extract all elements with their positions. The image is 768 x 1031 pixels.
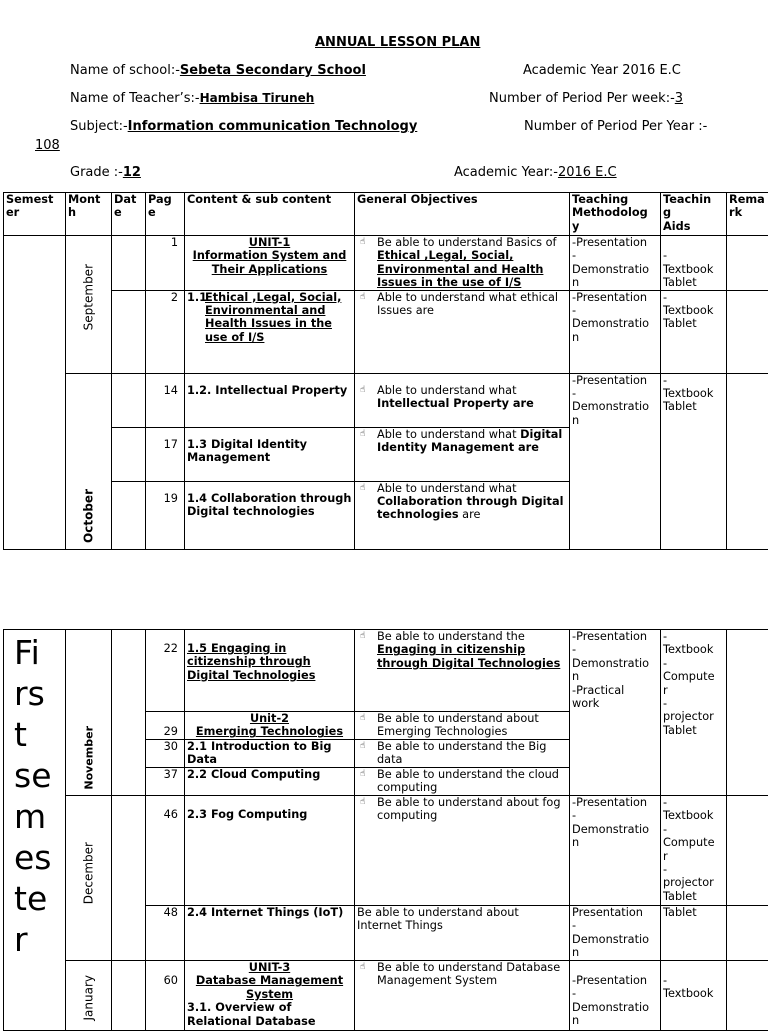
methodology-cell: -Presentation - Demonstratio n [570,373,661,549]
semester-cell: Fi rs t se m es te r [4,630,66,1031]
teacher-line [70,91,314,106]
page-number: 48 [146,906,185,961]
pointing-hand-icon: ☝ [360,712,365,725]
page-number: 46 [146,796,185,906]
objective-cell: Be able to understand about Internet Things [355,906,570,961]
pointing-hand-icon: ☝ [360,236,365,249]
month-cell [66,630,112,796]
academic-year-line [454,165,617,180]
methodology-cell: -Presentation - Demonstratio n -Practical work [570,630,661,796]
period-year-label: Number of Period Per Year :- [524,119,707,134]
content-cell: UNIT-3 Database Management System 3.1. Overview of Relational Database [185,961,355,1031]
month-label: September [82,264,95,330]
lesson-plan-table-1 [3,192,768,550]
aids-cell: - Textbook Tablet [661,290,727,373]
objective-cell: ☝ Be able to understand the Engaging in citizenship through Digital Technologies [355,630,570,712]
col-aids: Teachin g Aids [661,193,727,236]
pointing-hand-icon: ☝ [360,740,365,753]
objective-cell: ☝ Be able to understand the Big data [355,740,570,768]
pointing-hand-icon: ☝ [360,384,365,397]
aids-cell: - Textbook - Compute r - projector Tablet [661,796,727,906]
aids-cell: Tablet [661,906,727,961]
lesson-plan-table-2 [3,629,768,1031]
content-cell: 1.4 Collaboration through Digital technologies [185,481,355,549]
col-date: Dat e [112,193,146,236]
content-cell: 2.2 Cloud Computing [185,768,355,796]
period-week-value: 3 [675,91,683,106]
content-cell: 1.5 Engaging in citizenship through Digital Technologies [185,630,355,712]
table-row [4,796,768,906]
month-label: January [82,975,95,1021]
page-number: 14 [146,373,185,427]
aids-cell: - Textbook - Compute r - projector Tablet [661,630,727,796]
objective-cell: ☝ Be able to understand Basics of Ethical ,Legal, Social, Environmental and Health Issues in the use of I/S [355,236,570,291]
pointing-hand-icon: ☝ [360,482,365,495]
month-label: December [82,842,95,904]
pointing-hand-icon: ☝ [360,961,365,974]
col-methodology: Teaching Methodolog y [570,193,661,236]
objective-cell: ☝ Be able to understand about Emerging Technologies [355,712,570,740]
teacher-label: Name of Teacher’s:- [70,91,200,106]
objective-cell: ☝ Able to understand what Digital Identity Management are [355,427,570,481]
objective-cell: ☝ Be able to understand Database Management System [355,961,570,1031]
month-cell [66,961,112,1031]
school-label: Name of school:- [70,63,180,78]
aids-cell: - Textbook [661,961,727,1031]
pointing-hand-icon: ☝ [360,796,365,809]
period-week-label: Number of Period Per week:- [489,91,675,106]
methodology-cell: -Presentation - Demonstratio n [570,290,661,373]
month-cell [66,796,112,961]
content-cell: 2.4 Internet Things (IoT) [185,906,355,961]
school-value: Sebeta Secondary School [180,63,366,78]
aids-cell: - Textbook Tablet [661,236,727,291]
table-row [4,373,768,427]
pointing-hand-icon: ☝ [360,428,365,441]
page-number: 60 [146,961,185,1031]
table-row [4,236,768,291]
grade-value: 12 [123,165,141,180]
col-semester: Semest er [4,193,66,236]
table-row [4,961,768,1031]
teacher-value: Hambisa Tiruneh [200,91,315,105]
page-number: 1 [146,236,185,291]
page-number: 22 [146,630,185,712]
pointing-hand-icon: ☝ [360,768,365,781]
page-number: 30 [146,740,185,768]
col-content: Content & sub content [185,193,355,236]
col-remark: Rema rk [727,193,768,236]
col-objectives: General Objectives [355,193,570,236]
content-cell: UNIT-1 Information System and Their Applications [185,236,355,291]
academic-year-value: 2016 E.C [558,165,617,180]
objective-cell: ☝ Be able to understand about fog computing [355,796,570,906]
content-cell: Unit-2 Emerging Technologies [185,712,355,740]
page-title: ANNUAL LESSON PLAN [315,35,480,50]
aids-cell: - Textbook Tablet [661,373,727,549]
methodology-cell: -Presentation - Demonstratio n [570,961,661,1031]
objective-cell: ☝ Able to understand what Intellectual Property are [355,373,570,427]
period-year-value: 108 [35,138,60,153]
page-number: 29 [146,712,185,740]
table-row [4,290,768,373]
objective-cell: ☝ Be able to understand the cloud computing [355,768,570,796]
page-number: 2 [146,290,185,373]
table-row [4,630,768,712]
month-label: November [82,726,95,790]
methodology-cell: Presentation - Demonstratio n [570,906,661,961]
pointing-hand-icon: ☝ [360,291,365,304]
grade-label: Grade :- [70,165,123,180]
page-number: 37 [146,768,185,796]
pointing-hand-icon: ☝ [360,630,365,643]
month-cell [66,236,112,374]
semester-cell-empty [4,236,66,550]
page-number: 19 [146,481,185,549]
methodology-cell: -Presentation - Demonstratio n [570,236,661,291]
content-cell: 2.1 Introduction to Big Data [185,740,355,768]
subject-line [70,119,417,134]
table-header-row [4,193,768,236]
academic-year-top: Academic Year 2016 E.C [523,63,681,78]
col-month: Mont h [66,193,112,236]
col-page: Pag e [146,193,185,236]
month-label: October [82,489,95,543]
page-number: 17 [146,427,185,481]
content-cell: 2.3 Fog Computing [185,796,355,906]
objective-cell: ☝ Able to understand what Collaboration through Digital technologies are [355,481,570,549]
content-cell: 1.3 Digital Identity Management [185,427,355,481]
grade-line [70,165,141,180]
content-cell: 1.1 Ethical ,Legal, Social, Environmental and Health Issues in the use of I/S [185,290,355,373]
objective-cell: ☝ Able to understand what ethical Issues are [355,290,570,373]
subject-value: Information communication Technology [128,119,418,134]
methodology-cell: -Presentation - Demonstratio n [570,796,661,906]
period-week-line [489,91,683,106]
academic-year-label: Academic Year:- [454,165,558,180]
month-cell [66,373,112,549]
content-cell: 1.2. Intellectual Property [185,373,355,427]
subject-label: Subject:- [70,119,128,134]
school-line [70,63,366,78]
